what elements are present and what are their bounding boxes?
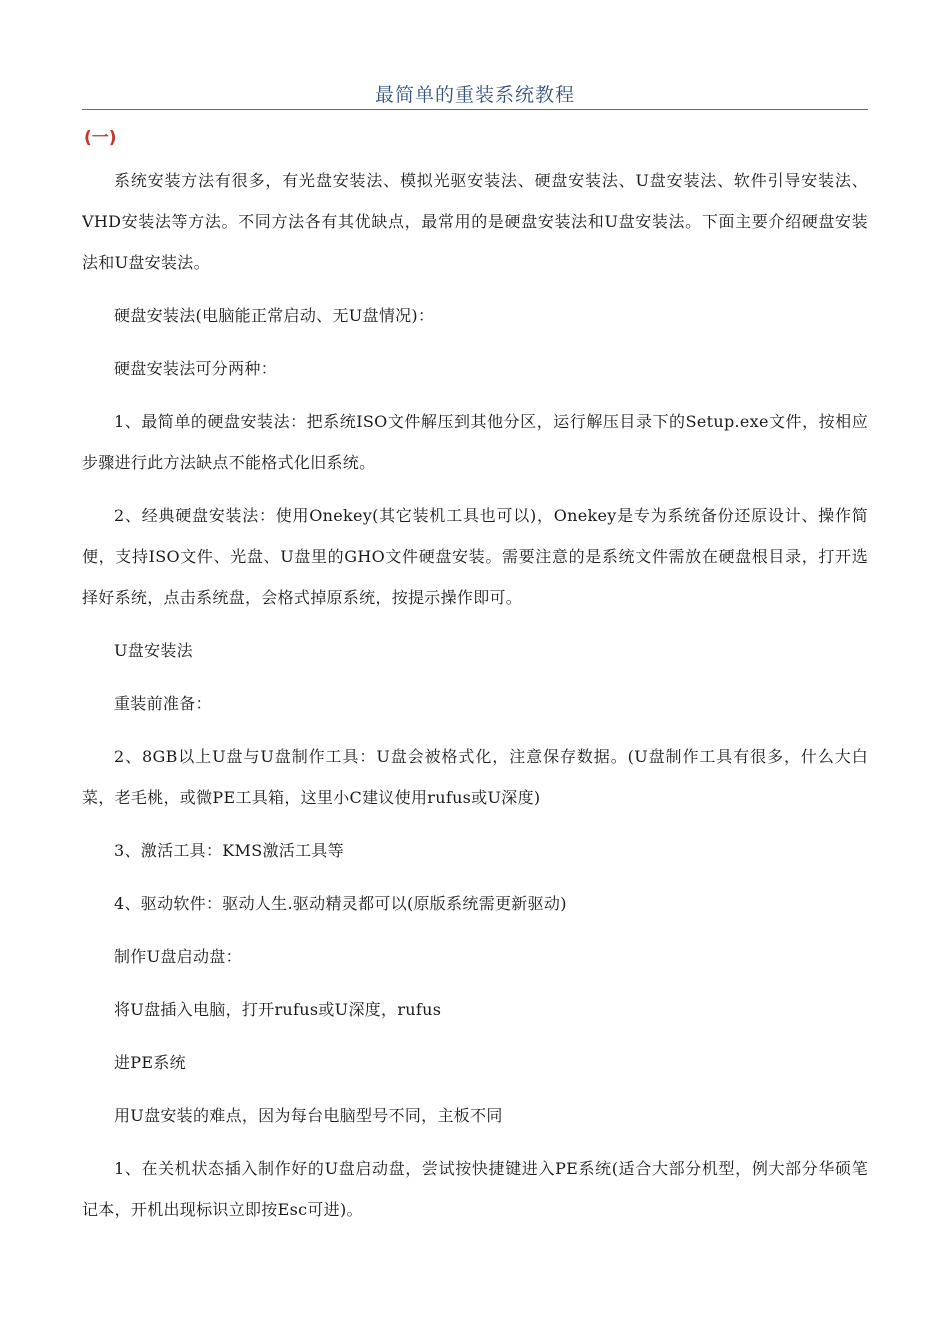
- paragraph: 2、经典硬盘安装法：使用Onekey(其它装机工具也可以)，Onekey是专为系统备份还原设计、操作简便，支持ISO文件、光盘、U盘里的GHO文件硬盘安装。需要注意的是系统文件需放在硬盘根目录，打开选择好系统，点击系统盘，会格式掉原系统，按提示操作即可。: [82, 506, 868, 607]
- paragraph: 4、驱动软件：驱动人生.驱动精灵都可以(原版系统需更新驱动): [114, 894, 567, 913]
- paragraph: 系统安装方法有很多，有光盘安装法、模拟光驱安装法、硬盘安装法、U盘安装法、软件引导安装法、VHD安装法等方法。不同方法各有其优缺点，最常用的是硬盘安装法和U盘安装法。下面主要介绍硬盘安装法和U盘安装法。: [82, 171, 868, 272]
- section-number: (一): [84, 128, 117, 148]
- paragraph: U盘安装法: [114, 641, 193, 660]
- paragraph: 进PE系统: [114, 1053, 186, 1072]
- paragraph: 硬盘安装法(电脑能正常启动、无U盘情况)：: [114, 306, 435, 325]
- paragraph: 重装前准备：: [114, 694, 212, 713]
- paragraph: 3、激活工具：KMS激活工具等: [114, 841, 344, 860]
- paragraph: 硬盘安装法可分两种：: [114, 359, 278, 378]
- paragraph: 用U盘安装的难点，因为每台电脑型号不同，主板不同: [114, 1106, 503, 1125]
- document-title: 最简单的重装系统教程: [374, 84, 575, 106]
- paragraph: 2、8GB以上U盘与U盘制作工具：U盘会被格式化，注意保存数据。(U盘制作工具有很多，什么大白菜，老毛桃，或微PE工具箱，这里小C建议使用rufus或U深度): [82, 747, 868, 807]
- title-divider: [82, 109, 868, 110]
- paragraph: 将U盘插入电脑，打开rufus或U深度，rufus: [114, 1000, 442, 1019]
- paragraph: 1、最简单的硬盘安装法：把系统ISO文件解压到其他分区，运行解压目录下的Setup.exe文件，按相应步骤进行此方法缺点不能格式化旧系统。: [82, 412, 868, 472]
- paragraph: 制作U盘启动盘：: [114, 947, 242, 966]
- paragraph: 1、在关机状态插入制作好的U盘启动盘，尝试按快捷键进入PE系统(适合大部分机型，例大部分华硕笔记本，开机出现标识立即按Esc可进)。: [82, 1159, 868, 1219]
- document-body: [82, 160, 868, 1242]
